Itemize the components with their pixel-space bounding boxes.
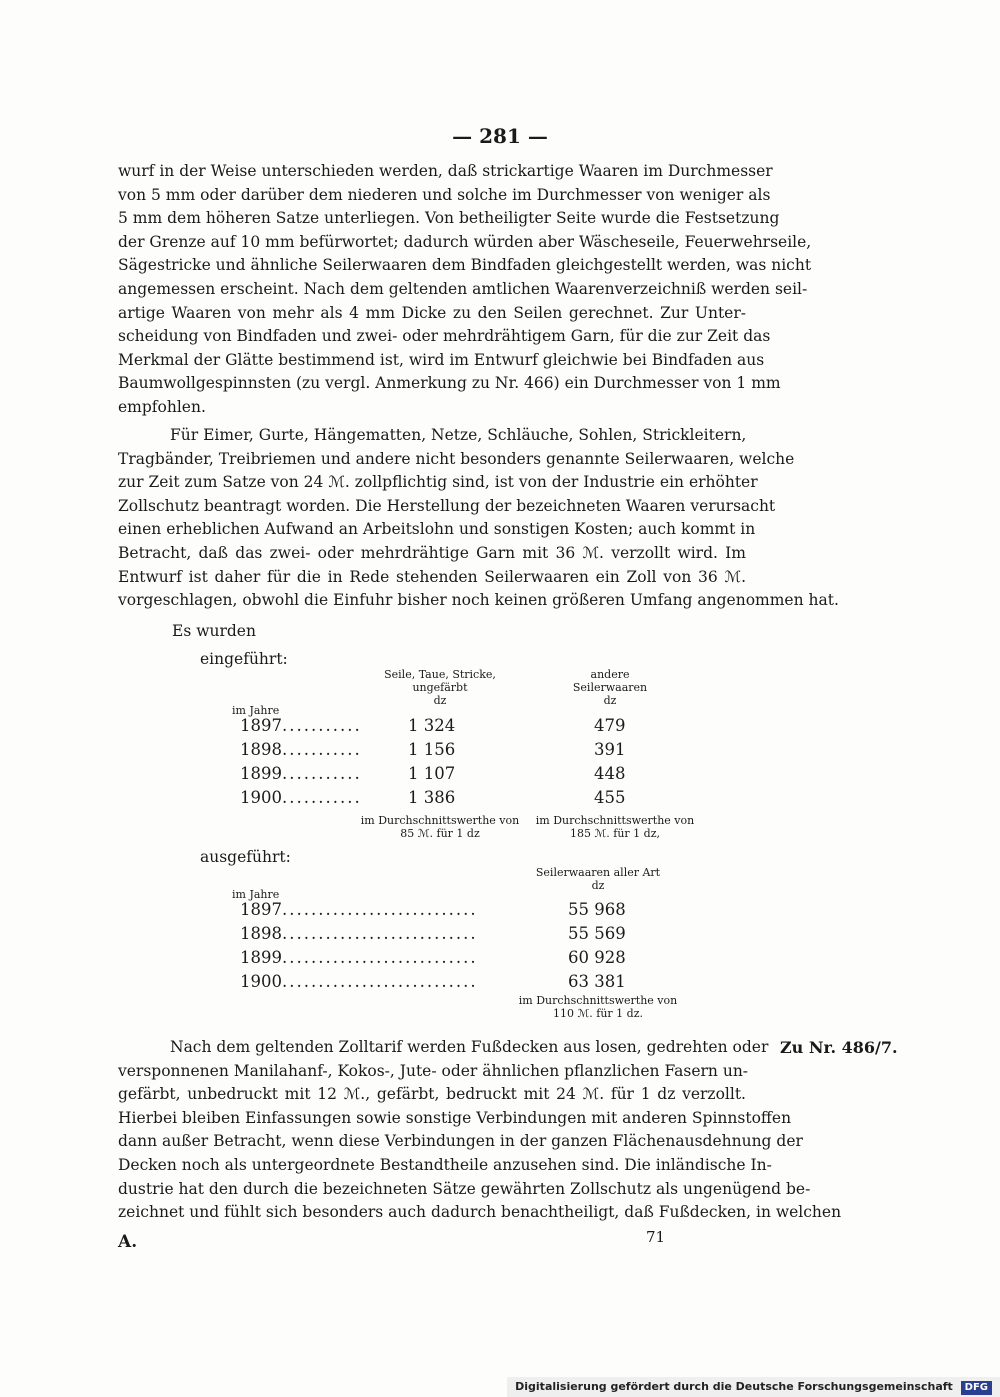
value: 1 156: [408, 740, 456, 759]
header-line: dz: [433, 694, 447, 707]
leader-dots: ...........................: [282, 972, 478, 991]
header-line: Seile, Taue, Stricke,: [384, 668, 496, 681]
table-row: [240, 716, 362, 735]
leader-dots: ...........: [282, 740, 362, 759]
table-row: [240, 764, 362, 783]
year: 1899: [240, 764, 282, 783]
value: 55 569: [568, 924, 626, 943]
export-col-header: [498, 866, 698, 892]
import-col2-footer: [515, 814, 715, 840]
text-line: artige Waaren von mehr als 4 mm Dicke zu den Seilen gerechnet. Zur Unter-: [118, 303, 746, 322]
year: 1897: [240, 716, 282, 735]
footer-line: im Durchschnittswerthe von: [360, 814, 520, 827]
year: 1899: [240, 948, 282, 967]
header-line: ungefärbt: [412, 681, 468, 694]
year: 1897: [240, 900, 282, 919]
text-line: von 5 mm oder darüber dem niederen und solche im Durchmesser von weniger als: [118, 185, 771, 204]
text-line: Hierbei bleiben Einfassungen sowie sonstige Verbindungen mit anderen Spinnstoffen: [118, 1108, 792, 1127]
value: 55 968: [568, 900, 626, 919]
header-line: Seilerwaaren: [572, 681, 648, 694]
table-row: [240, 948, 478, 967]
text-line: scheidung von Bindfaden und zwei- oder mehrdrähtigem Garn, für die zur Zeit das: [118, 327, 771, 346]
value: 63 381: [568, 972, 626, 991]
header-line: dz: [591, 879, 605, 892]
text-line: Betracht, daß das zwei- oder mehrdrähtige Garn mit 36 ℳ. verzollt wird. Im: [118, 543, 746, 562]
es-wurden-label: Es wurden: [172, 622, 256, 640]
value: 1 386: [408, 788, 456, 807]
text-line: gefärbt, unbedruckt mit 12 ℳ., gefärbt, bedruckt mit 24 ℳ. für 1 dz verzollt.: [118, 1085, 746, 1104]
export-label: ausgeführt:: [200, 848, 291, 866]
text-line: einen erheblichen Aufwand an Arbeitslohn und sonstigen Kosten; auch kommt in: [118, 520, 756, 539]
year: 1898: [240, 924, 282, 943]
footer-text: Digitalisierung gefördert durch die Deutsche Forschungsgemeinschaft: [515, 1380, 953, 1393]
footer-line: 185 ℳ. für 1 dz,: [570, 827, 660, 840]
paragraph-1: [118, 160, 812, 420]
value: 479: [594, 716, 626, 735]
text-line: Decken noch als untergeordnete Bestandtheile anzusehen sind. Die inländische In-: [118, 1155, 772, 1174]
leader-dots: ...........................: [282, 948, 478, 967]
text-line: wurf in der Weise unterschieden werden, daß strickartige Waaren im Durchmesser: [118, 162, 773, 180]
text-line: vorgeschlagen, obwohl die Einfuhr bisher noch keinen größeren Umfang angenommen hat.: [118, 591, 839, 610]
text-line: dustrie hat den durch die bezeichneten Sätze gewährten Zollschutz als ungenügend be-: [118, 1179, 811, 1198]
header-line: dz: [603, 694, 617, 707]
export-col-footer: [498, 994, 698, 1020]
year: 1900: [240, 788, 282, 807]
paragraph-2: [118, 424, 839, 613]
table-row: [240, 972, 478, 991]
table-row: [240, 924, 478, 943]
digitization-footer: [507, 1377, 1000, 1397]
value: 448: [594, 764, 626, 783]
value: 1 324: [408, 716, 456, 735]
text-line: Tragbänder, Treibriemen und andere nicht besonders genannte Seilerwaaren, welche: [118, 449, 795, 468]
year: 1900: [240, 972, 282, 991]
value: 455: [594, 788, 626, 807]
import-col1-footer: [340, 814, 540, 840]
text-line: Merkmal der Glätte bestimmend ist, wird im Entwurf gleichwie bei Bindfaden aus: [118, 350, 765, 369]
import-year-header: im Jahre: [232, 704, 280, 717]
margin-note: Zu Nr. 486/7.: [780, 1038, 898, 1057]
text-line: Nach dem geltenden Zolltarif werden Fußdecken aus losen, gedrehten oder: [170, 1038, 769, 1056]
text-line: zeichnet und fühlt sich besonders auch dadurch benachtheiligt, daß Fußdecken, in welchen: [118, 1203, 842, 1222]
text-line: 5 mm dem höheren Satze unterliegen. Von betheiligter Seite wurde die Festsetzung: [118, 209, 780, 228]
value: 60 928: [568, 948, 626, 967]
table-row: [240, 900, 478, 919]
text-line: Zollschutz beantragt worden. Die Herstellung der bezeichneten Waaren verursacht: [118, 496, 776, 515]
table-row: [240, 740, 362, 759]
footer-line: 85 ℳ. für 1 dz: [400, 827, 480, 840]
text-line: empfohlen.: [118, 397, 206, 416]
year: 1898: [240, 740, 282, 759]
dfg-logo: DFG: [961, 1381, 992, 1395]
table-row: [240, 788, 362, 807]
signature-mark: A.: [118, 1232, 138, 1252]
leader-dots: ...........................: [282, 900, 478, 919]
text-line: angemessen erscheint. Nach dem geltenden amtlichen Waarenverzeichniß werden seil-: [118, 279, 808, 298]
text-line: Entwurf ist daher für die in Rede stehenden Seilerwaaren ein Zoll von 36 ℳ.: [118, 567, 746, 586]
value: 391: [594, 740, 626, 759]
header-line: andere: [590, 668, 630, 681]
leader-dots: ...........: [282, 716, 362, 735]
text-line: versponnenen Manilahanf-, Kokos-, Jute- oder ähnlichen pflanzlichen Fasern un-: [118, 1061, 749, 1080]
value: 1 107: [408, 764, 456, 783]
footer-line: im Durchschnittswerthe von: [518, 994, 678, 1007]
leader-dots: ...........................: [282, 924, 478, 943]
leader-dots: ...........: [282, 764, 362, 783]
text-line: Baumwollgespinnsten (zu vergl. Anmerkung zu Nr. 466) ein Durchmesser von 1 mm: [118, 374, 781, 393]
footer-line: 110 ℳ. für 1 dz.: [553, 1007, 643, 1020]
export-year-header: im Jahre: [232, 888, 280, 901]
footer-line: im Durchschnittswerthe von: [535, 814, 695, 827]
import-label: eingeführt:: [200, 650, 288, 668]
text-line: Für Eimer, Gurte, Hängematten, Netze, Schläuche, Sohlen, Strickleitern,: [170, 426, 747, 444]
text-line: der Grenze auf 10 mm befürwortet; dadurch würden aber Wäscheseile, Feuerwehrseile,: [118, 232, 812, 251]
sheet-number: 71: [646, 1228, 666, 1246]
leader-dots: ...........: [282, 788, 362, 807]
header-line: Seilerwaaren aller Art: [535, 866, 661, 879]
text-line: zur Zeit zum Satze von 24 ℳ. zollpflichtig sind, ist von der Industrie ein erhöhter: [118, 473, 758, 492]
page-number: — 281 —: [452, 124, 548, 148]
text-line: dann außer Betracht, wenn diese Verbindungen in der ganzen Flächenausdehnung der: [118, 1132, 803, 1151]
text-line: Sägestricke und ähnliche Seilerwaaren dem Bindfaden gleichgestellt werden, was nicht: [118, 256, 812, 275]
import-col2-header: [510, 668, 710, 707]
